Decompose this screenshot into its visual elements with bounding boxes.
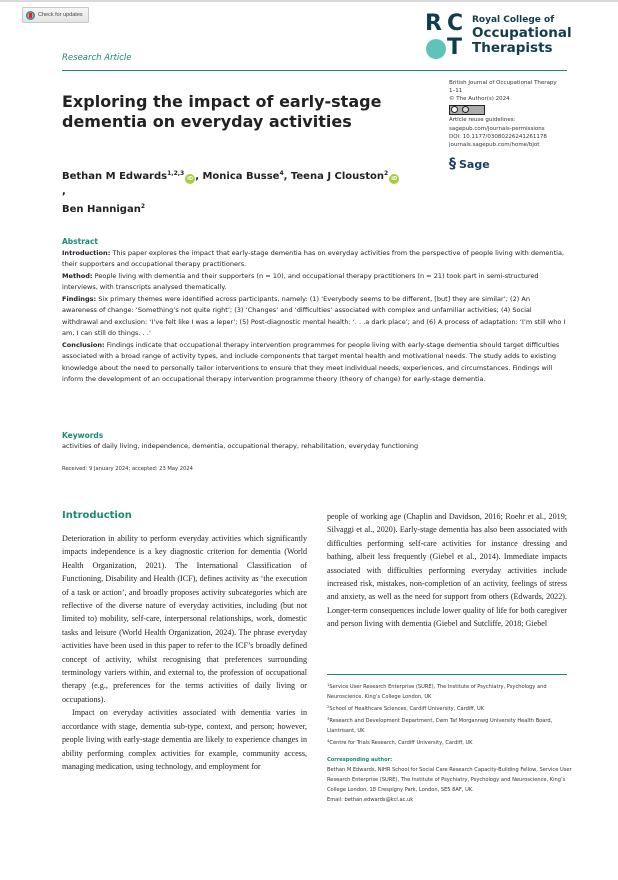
- abstract-findings: [62, 294, 567, 340]
- received-dates: Received: 9 January 2024; accepted: 23 May 2024: [62, 466, 193, 472]
- logo-letter-t: T: [447, 35, 463, 60]
- abstract-method: [62, 271, 567, 294]
- body-paragraph: Deterioration in ability to perform everyday activities which significantly impacts independence is a key diagnostic criterion for dementia (World Health Organization, 2021). The International Classification of Functioning, Disability and Health (ICF), defines activity as ‘the execution of a task or action’, and broadly proposes activity subcategories which are reflective of the diverse nature of everyday activities, including (but not limited to) mobility, self-care, interpersonal relationships, work, domestic tasks and leisure (World Health Organization, 2024). The phrase everyday activities have been used in this paper to refer to the ICF’s broadly defined concept of activity, whilst recognising that preferences surrounding terminology variers within, and external to, the profession of occupational therapy (e.g., preferences for the terms activities of daily living or occupations).: [62, 534, 307, 704]
- article-type: Research Article: [62, 53, 132, 63]
- abstract-label: Conclusion:: [62, 340, 105, 349]
- journal-meta: [449, 79, 557, 149]
- affiliation-text: School of Healthcare Sciences, Cardiff University, Cardiff, UK: [329, 706, 485, 712]
- check-for-updates-label: Check for updates: [38, 12, 83, 18]
- copyright: © The Author(s) 2024: [449, 96, 510, 103]
- page-range: 1–11: [449, 88, 463, 95]
- author-name: Monica Busse: [202, 171, 280, 182]
- author-separator: ,: [195, 171, 203, 182]
- abstract-label: Introduction:: [62, 248, 111, 257]
- journal-link[interactable]: journals.sagepub.com/home/bjot: [449, 141, 540, 148]
- journal-name: British Journal of Occupational Therapy: [449, 80, 557, 86]
- body-column-right: [327, 510, 567, 631]
- affiliation-number: 2: [327, 704, 330, 709]
- abstract: [62, 236, 567, 386]
- reuse-label: Article reuse guidelines:: [449, 117, 516, 124]
- affiliation: [327, 736, 572, 748]
- logo-name-line3: Therapists: [472, 40, 553, 56]
- abstract-heading: Abstract: [62, 237, 99, 246]
- author-affiliation-ref: 4: [279, 170, 284, 177]
- keywords-text: activities of daily living, independence, dementia, occupational therapy, rehabilitation, everyday functioning: [62, 442, 419, 450]
- check-for-updates-button[interactable]: [22, 7, 89, 23]
- orcid-icon[interactable]: iD: [389, 174, 399, 184]
- affiliation-text: Service User Research Enterprise (SURE), The Institute of Psychiatry, Psychology and Neuroscience, King’s College London, UK: [327, 684, 547, 700]
- author-affiliation-ref: 2: [140, 203, 146, 210]
- rcot-monogram: [425, 13, 469, 61]
- affiliation-number: 4: [327, 738, 330, 743]
- abstract-text: People living with dementia and their supporters (n = 10), and occupational therapy practitioners (n = 21) took part in semi-structured interviews, with transcripts analysed thematically.: [62, 271, 539, 291]
- header-divider: [62, 70, 567, 71]
- logo-wordmark: [472, 15, 572, 56]
- introduction-heading: Introduction: [62, 510, 132, 521]
- affiliation: [327, 714, 572, 736]
- author-name: Ben Hannigan: [62, 204, 141, 215]
- logo-name-line1: Royal College of: [472, 15, 555, 25]
- author-name: Teena J Clouston: [290, 171, 384, 182]
- logo-name-line2: Occupational: [472, 25, 572, 41]
- doi[interactable]: DOI: 10.1177/03080226241261178: [449, 133, 547, 140]
- abstract-text: Six primary themes were identified across participants, namely: (1) ‘Everybody seems to be different, [but] they are similar’; (2) An awareness of change: ‘Something’s not quite right’; (3) ‘Changes’ and ‘difficulties’ associated with complex and unfamiliar activities; (4) Social withdrawal and exclusion: ‘I’ve felt like I was a leper’; (5) Post-diagnostic mental health: ‘. . .a dark place’; and (6) A process of adaptation: ‘I’m still who I am, I can still do things. . .’: [62, 294, 566, 337]
- rcot-logo: [425, 13, 575, 68]
- author-separator: ,: [283, 171, 291, 182]
- body-paragraph: people of working age (Chaplin and Davidson, 2016; Roehr et al., 2019; Silvaggi et al., 2020). Early-stage dementia has also been associated with difficulties performing self-care activities for instance dressing and bathing, albeit less frequently (Giebel et al., 2014). Immediate impacts associated with difficulties performing everyday activities include increased risk, mistakes, non-completion of an activity, feelings of stress and anxiety, as well as the need for support from others (Edwards, 2022). Longer-term consequences include lower quality of life for both caregiver and person living with dementia (Giebel and Sutcliffe, 2018; Giebel: [327, 512, 567, 629]
- corresponding-address: Bethan M Edwards, NIHR School for Social Care Research Capacity-Building Fellow, Service User Research Enterprise (SURE), The Institute of Psychiatry, Psychology and Neuroscience, King’s College London, 18 Crespigny Park, London, SE5 8AF, UK.: [327, 767, 572, 793]
- affiliation-number: 1: [327, 682, 330, 687]
- affiliations: [327, 680, 572, 748]
- keywords-heading: Keywords: [62, 431, 104, 440]
- body-column-left: [62, 532, 307, 773]
- sage-logo: [449, 157, 490, 171]
- logo-circle-icon: [426, 39, 446, 59]
- abstract-text: Findings indicate that occupational therapy intervention programmes for people living with early-stage dementia should target difficulties associated with a broad range of activity types, and include components that target mental health and motivational needs. The study adds to existing knowledge about the need to personally tailor interventions to ensure that they meet individual needs, experiences, and circumstances. Findings will inform the development of an occupational therapy intervention programme theory (theory of change) for early-stage dementia.: [62, 340, 560, 383]
- affiliation: [327, 702, 572, 714]
- body-paragraph: Impact on everyday activities associated with dementia varies in accordance with stage, dementia sub-type, context, and person; however, people living with early-stage dementia are likely to experience changes in ability performing complex activities for example, community access, managing medication, using technology, and employment for: [62, 708, 307, 771]
- logo-letter-c: C: [447, 11, 464, 36]
- affiliation: [327, 680, 572, 702]
- viewer-top-border: [0, 0, 618, 2]
- orcid-icon[interactable]: iD: [185, 174, 195, 184]
- abstract-introduction: [62, 248, 567, 271]
- keywords: [62, 430, 567, 452]
- author-affiliation-ref: 2: [384, 170, 389, 177]
- author-name: Bethan M Edwards: [62, 171, 168, 182]
- reuse-link[interactable]: sagepub.com/journals-permissions: [449, 125, 545, 132]
- affiliation-text: Centre for Trials Research, Cardiff University, Cardiff, UK: [329, 740, 473, 746]
- author-affiliation-ref: 1,2,3: [167, 170, 185, 177]
- abstract-text: This paper explores the impact that early-stage dementia has on everyday activities from the perspective of people living with dementia, their supporters and occupational therapy practitioners.: [62, 248, 565, 268]
- affiliation-text: Research and Development Department, Cwm Taf Morgannwg University Health Board, Llantrisant, UK: [327, 718, 553, 734]
- footnote-divider: [327, 674, 567, 675]
- author-list: [62, 166, 402, 217]
- corresponding-email[interactable]: Email: bethan.edwards@kcl.ac.uk: [327, 797, 414, 803]
- sage-s-icon: §: [449, 156, 456, 172]
- abstract-label: Findings:: [62, 294, 97, 303]
- cc-by-icon[interactable]: [449, 105, 485, 115]
- logo-letter-r: R: [425, 11, 442, 36]
- corresponding-author: [327, 755, 572, 805]
- affiliation-number: 3: [327, 716, 330, 721]
- publisher-name: Sage: [459, 157, 490, 171]
- abstract-label: Method:: [62, 271, 93, 280]
- crossmark-icon: [26, 11, 35, 20]
- author-separator: ,: [62, 186, 66, 197]
- corresponding-heading: Corresponding author:: [327, 757, 393, 763]
- abstract-conclusion: [62, 340, 567, 386]
- article-title: Exploring the impact of early-stage dementia on everyday activities: [62, 92, 382, 131]
